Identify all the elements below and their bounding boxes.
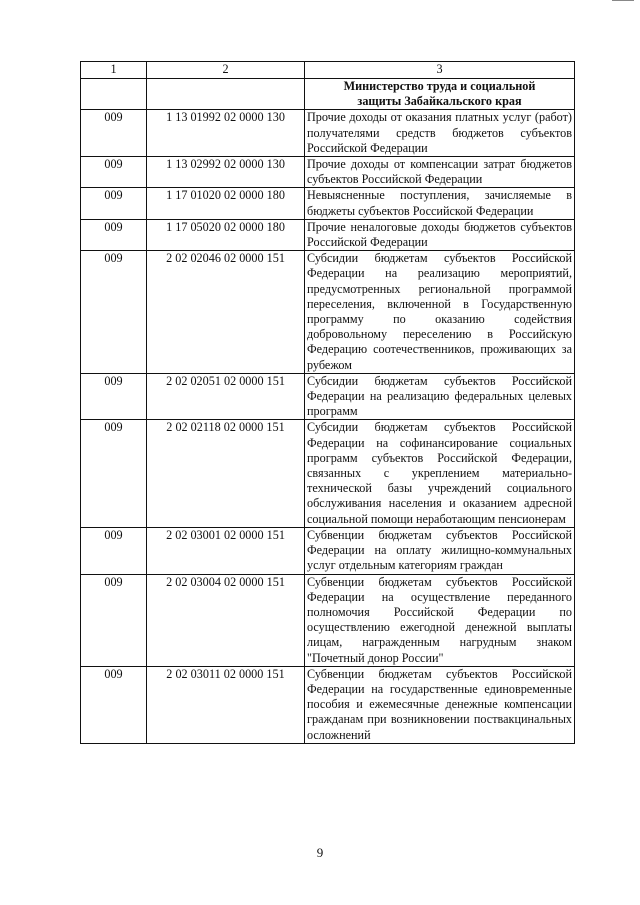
admin-code: 009 — [81, 420, 147, 527]
budget-classification-code: 2 02 02118 02 0000 151 — [147, 420, 305, 527]
ministry-title-line-2: защиты Забайкальского края — [357, 94, 522, 109]
page-number: 9 — [316, 845, 324, 860]
table-row — [81, 157, 575, 188]
table-row — [81, 373, 575, 420]
admin-code: 009 — [81, 219, 147, 250]
table-row — [81, 666, 575, 743]
revenue-description: Прочие неналоговые доходы бюджетов субъектов Российской Федерации — [305, 219, 575, 250]
revenue-description: Субвенции бюджетам субъектов Российской Федерации на оплату жилищно-коммунальных услуг отдельным категориям граждан — [305, 527, 575, 574]
budget-classification-code: 2 02 02046 02 0000 151 — [147, 251, 305, 374]
budget-classification-code: 2 02 03004 02 0000 151 — [147, 574, 305, 666]
table-row — [81, 420, 575, 527]
budget-classification-code: 1 17 01020 02 0000 180 — [147, 188, 305, 219]
header-col-1: 1 — [81, 62, 147, 79]
admin-code: 009 — [81, 527, 147, 574]
admin-code: 009 — [81, 110, 147, 157]
admin-code: 009 — [81, 251, 147, 374]
revenue-description: Субсидии бюджетам субъектов Российской Федерации на реализацию мероприятий, предусмотренных региональной программой переселения, включенной в Государственную программу по оказанию содействия добровольному переселению в Российскую Федерацию соотечественников, проживающих за рубежом — [305, 251, 575, 374]
revenue-codes-table — [80, 61, 575, 744]
revenue-description: Прочие доходы от оказания платных услуг (работ) получателями средств бюджетов субъектов Российской Федерации — [305, 110, 575, 157]
ministry-title — [305, 79, 575, 110]
table-row — [81, 110, 575, 157]
admin-code: 009 — [81, 157, 147, 188]
admin-code: 009 — [81, 373, 147, 420]
revenue-description: Прочие доходы от компенсации затрат бюджетов субъектов Российской Федерации — [305, 157, 575, 188]
admin-code: 009 — [81, 574, 147, 666]
revenue-description: Субвенции бюджетам субъектов Российской Федерации на осуществление переданного полномочия Российской Федерации по осуществлению ежегодной денежной выплаты лицам, награжденным нагрудным знаком "Почетный донор России" — [305, 574, 575, 666]
revenue-description: Невыясненные поступления, зачисляемые в бюджеты субъектов Российской Федерации — [305, 188, 575, 219]
revenue-description: Субвенции бюджетам субъектов Российской Федерации на государственные единовременные пособия и ежемесячные денежные компенсации гражданам при возникновении поствакцинальных осложнений — [305, 666, 575, 743]
ministry-row — [81, 79, 575, 110]
budget-classification-code: 2 02 03001 02 0000 151 — [147, 527, 305, 574]
revenue-description: Субсидии бюджетам субъектов Российской Федерации на реализацию федеральных целевых программ — [305, 373, 575, 420]
ministry-empty-cell-2 — [147, 79, 305, 110]
table-row — [81, 574, 575, 666]
header-col-2: 2 — [147, 62, 305, 79]
table-row — [81, 251, 575, 374]
header-col-3: 3 — [305, 62, 575, 79]
table-row — [81, 219, 575, 250]
ministry-title-line-1: Министерство труда и социальной — [343, 79, 536, 93]
revenue-description: Субсидии бюджетам субъектов Российской Федерации на софинансирование социальных программ субъектов Российской Федерации, связанных с укреплением материально-технической базы учреждений социального обслуживания населения и оказанием адресной социальной помощи неработающим пенсионерам — [305, 420, 575, 527]
budget-classification-code: 1 13 02992 02 0000 130 — [147, 157, 305, 188]
budget-classification-code: 2 02 02051 02 0000 151 — [147, 373, 305, 420]
table-header-row — [81, 62, 575, 79]
scan-corner-mark — [612, 0, 634, 4]
admin-code: 009 — [81, 188, 147, 219]
table-row — [81, 188, 575, 219]
budget-classification-code: 1 13 01992 02 0000 130 — [147, 110, 305, 157]
budget-classification-code: 1 17 05020 02 0000 180 — [147, 219, 305, 250]
table-row — [81, 527, 575, 574]
budget-classification-code: 2 02 03011 02 0000 151 — [147, 666, 305, 743]
ministry-empty-cell-1 — [81, 79, 147, 110]
admin-code: 009 — [81, 666, 147, 743]
